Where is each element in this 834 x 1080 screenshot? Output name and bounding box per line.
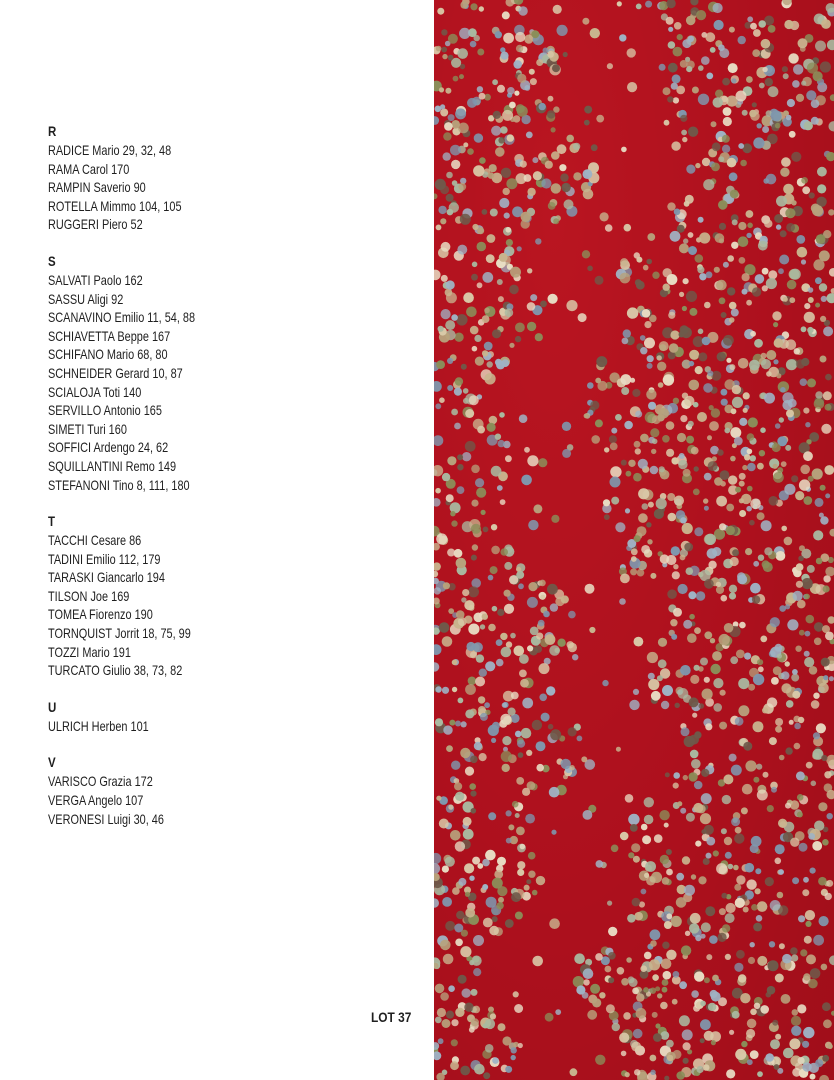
index-entry: VARISCO Grazia 172 bbox=[48, 773, 153, 790]
section-letter: T bbox=[48, 513, 56, 530]
index-entry: ULRICH Herben 101 bbox=[48, 717, 149, 734]
index-entry: SOFFICI Ardengo 24, 62 bbox=[48, 439, 169, 456]
index-section-r bbox=[48, 122, 408, 234]
index-entry: TOMEA Fiorenzo 190 bbox=[48, 606, 153, 623]
index-section-u bbox=[48, 698, 408, 736]
index-entry: SQUILLANTINI Remo 149 bbox=[48, 457, 177, 474]
index-entry: RADICE Mario 29, 32, 48 bbox=[48, 142, 172, 158]
index-entry: VERGA Angelo 107 bbox=[48, 792, 144, 809]
index-entry: VERONESI Luigi 30, 46 bbox=[48, 810, 164, 827]
index-entry: SCIALOJA Toti 140 bbox=[48, 383, 142, 400]
index-entry: RUGGERI Piero 52 bbox=[48, 216, 143, 233]
artist-index bbox=[48, 122, 408, 846]
section-letter: U bbox=[48, 698, 57, 715]
index-entry: TACCHI Cesare 86 bbox=[48, 532, 142, 549]
section-letter: R bbox=[48, 123, 57, 139]
index-section-t bbox=[48, 512, 408, 680]
index-entry: SCANAVINO Emilio 11, 54, 88 bbox=[48, 309, 196, 326]
index-entry: SIMETI Turi 160 bbox=[48, 420, 127, 437]
index-entry: ROTELLA Mimmo 104, 105 bbox=[48, 197, 182, 214]
index-entry: TILSON Joe 169 bbox=[48, 587, 130, 604]
index-entry: TORNQUIST Jorrit 18, 75, 99 bbox=[48, 625, 191, 642]
index-section-s bbox=[48, 252, 408, 494]
index-entry: SALVATI Paolo 162 bbox=[48, 271, 143, 288]
section-letter: V bbox=[48, 754, 56, 771]
index-entry: TARASKI Giancarlo 194 bbox=[48, 569, 165, 586]
index-entry: TOZZI Mario 191 bbox=[48, 643, 131, 660]
index-entry: TURCATO Giulio 38, 73, 82 bbox=[48, 662, 183, 679]
confetti-artwork bbox=[434, 0, 834, 1080]
section-letter: S bbox=[48, 252, 56, 269]
index-entry: SCHNEIDER Gerard 10, 87 bbox=[48, 364, 183, 381]
index-entry: RAMA Carol 170 bbox=[48, 160, 130, 177]
artwork-image bbox=[434, 0, 834, 1080]
index-entry: RAMPIN Saverio 90 bbox=[48, 179, 146, 196]
lot-label: LOT 37 bbox=[371, 1009, 412, 1025]
index-entry: SASSU Aligi 92 bbox=[48, 290, 124, 307]
index-entry: TADINI Emilio 112, 179 bbox=[48, 550, 161, 567]
index-section-v bbox=[48, 753, 408, 828]
index-entry: SCHIFANO Mario 68, 80 bbox=[48, 346, 168, 363]
index-entry: STEFANONI Tino 8, 111, 180 bbox=[48, 476, 190, 493]
index-entry: SCHIAVETTA Beppe 167 bbox=[48, 327, 171, 344]
index-entry: SERVILLO Antonio 165 bbox=[48, 402, 162, 419]
